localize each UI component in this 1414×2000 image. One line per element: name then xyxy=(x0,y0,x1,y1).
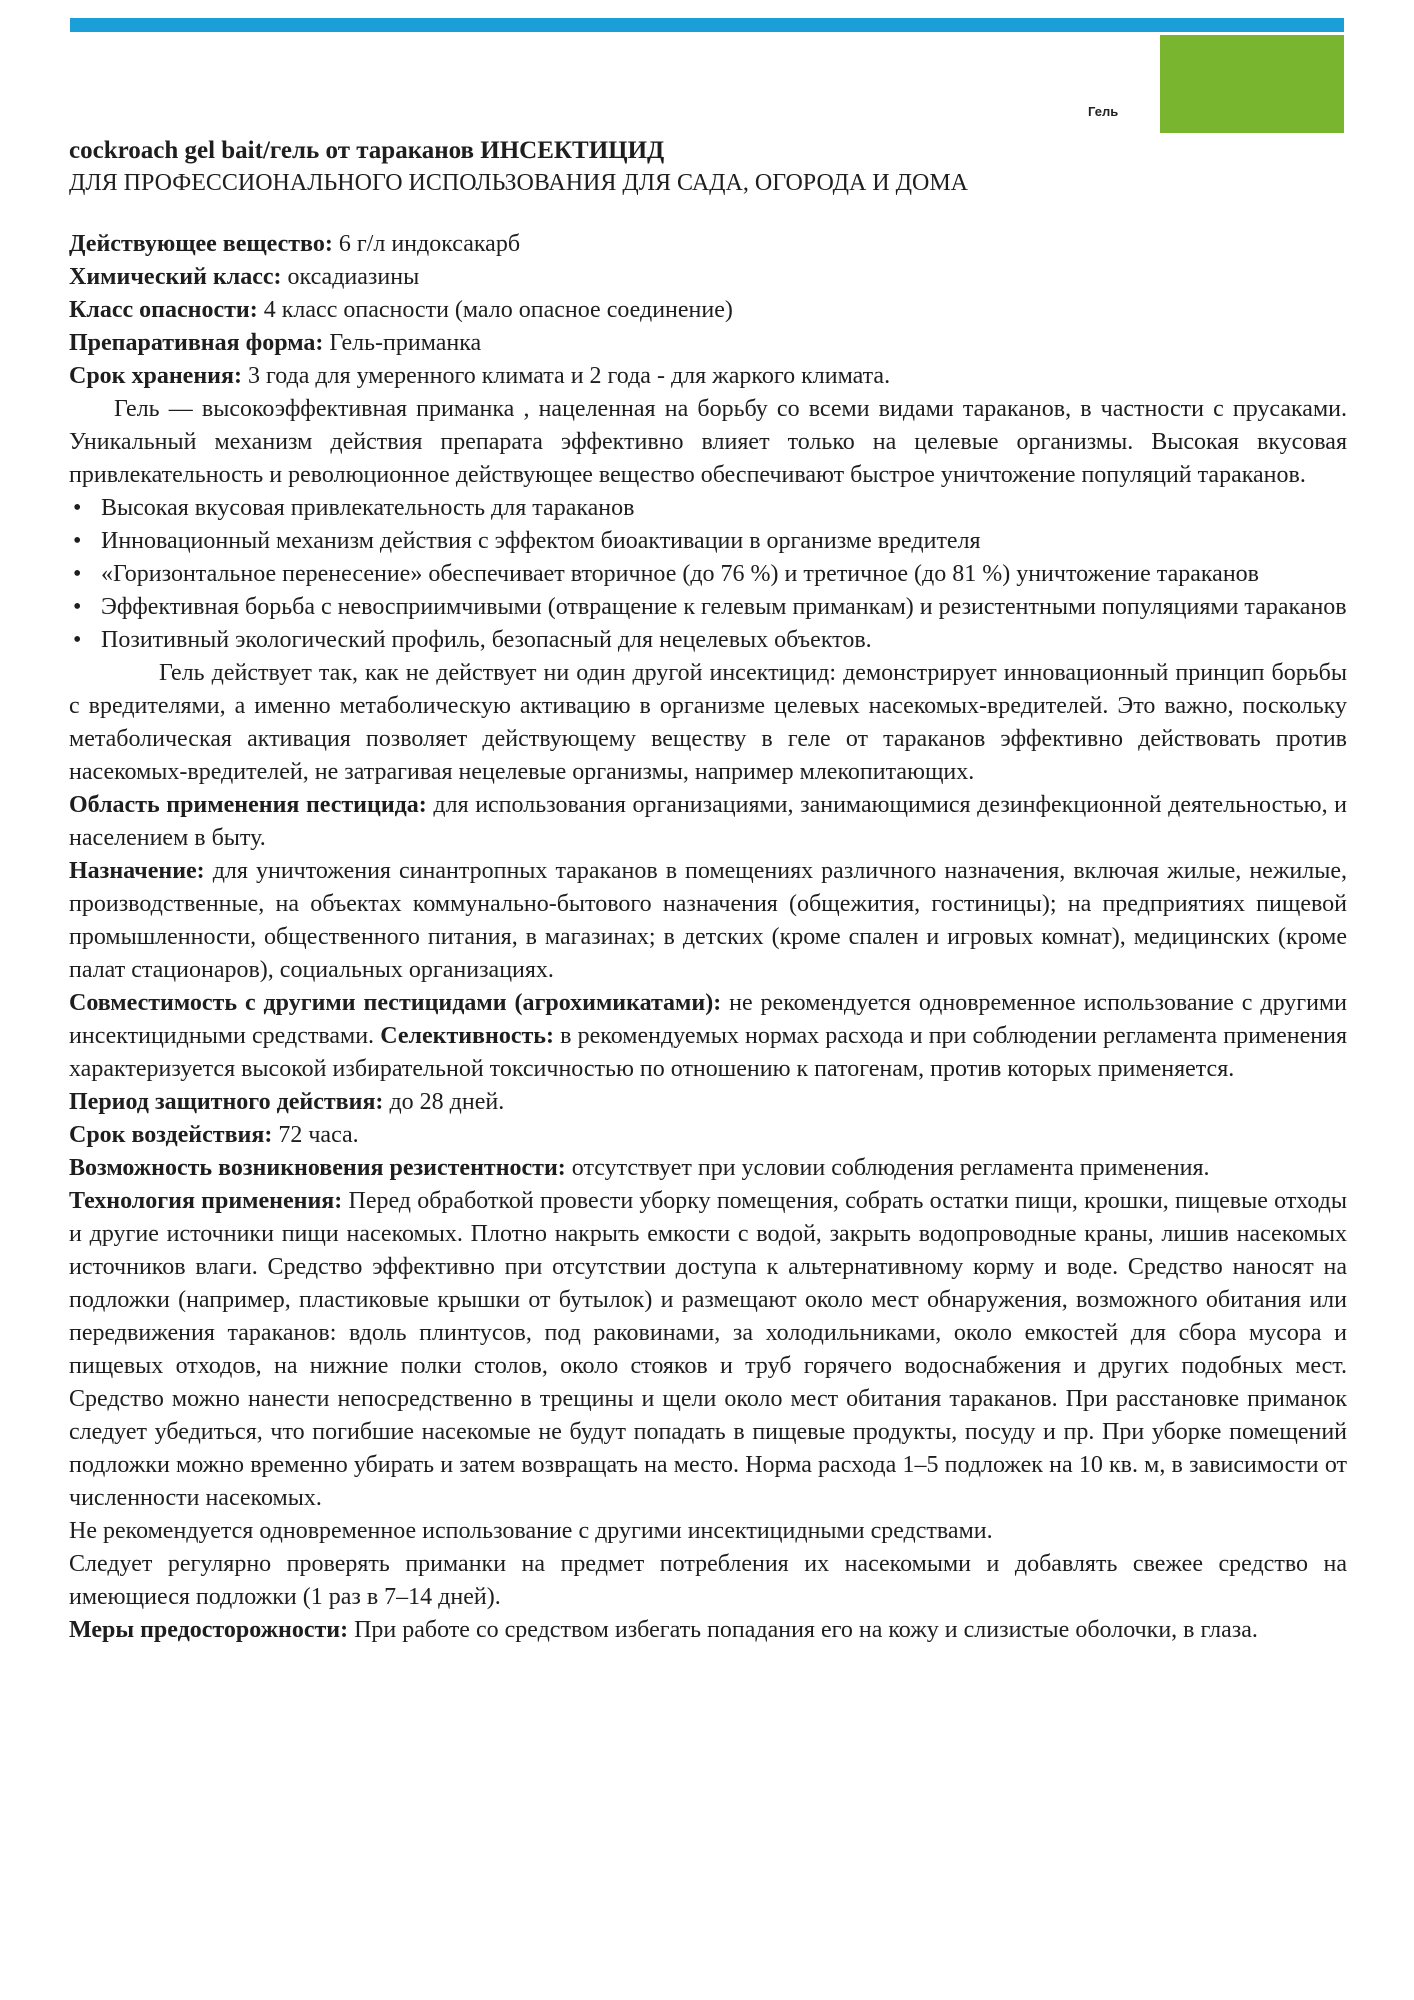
prop-active-substance: Действующее вещество: 6 г/л индоксакарб xyxy=(69,231,521,257)
section-purpose: Назначение: для уничтожения синантропных тараканов в помещениях различного назначения, включая жилые, нежилые, производственные, на объектах коммунально-бытового назначения (общежития, гостиницы); на предприятиях пищевой промышленности, общественного питания, в магазинах; в детских (кроме спален и игровых комнат), медицинских (кроме палат стационаров), социальных организациях. xyxy=(69,858,1347,983)
section-protection-period: Период защитного действия: до 28 дней. xyxy=(69,1089,505,1115)
prop-shelf-life: Срок хранения: 3 года для умеренного климата и 2 года - для жаркого климата. xyxy=(69,363,891,389)
list-item: • Позитивный экологический профиль, безопасный для нецелевых объектов. xyxy=(73,627,872,653)
prop-formulation: Препаративная форма: Гель-приманка xyxy=(69,330,482,356)
list-item: • Высокая вкусовая привлекательность для тараканов xyxy=(73,495,635,521)
section-technology: Технология применения: Перед обработкой провести уборку помещения, собрать остатки пищи, крошки, пищевые отходы и другие источники пищи насекомых. Плотно накрыть емкости с водой, закрыть водопроводные краны, лишив насекомых источников влаги. Средство эффективно при отсутствии доступа к альтернативному корму и воде. Средство наносят на подложки (например, пластиковые крышки от бутылок) и размещают около мест обнаружения, возможного обитания или передвижения тараканов: вдоль плинтусов, под раковинами, за холодильниками, около емкостей для сбора мусора и пищевых отходов, на нижние полки столов, около стояков и труб горячего водоснабжения и других подобных мест. Средство можно нанести непосредственно в трещины и щели около мест обитания тараканов. При расстановке приманок следует убедиться, что погибшие насекомые не будут попадать в пищевые продукты, посуду и пр. При уборке помещений подложки можно временно убирать и затем возвращать на место. Норма расхода 1–5 подложек на 10 кв. м, в зависимости от численности насекомых. xyxy=(69,1188,1347,1511)
section-compatibility: Совместимость с другими пестицидами (агрохимикатами): не рекомендуется одновременное использование с другими инсектицидными средствами. Селективность: в рекомендуемых нормах расхода и при соблюдении регламента применения характеризуется высокой избирательной токсичностью по отношению к патогенам, против которых применяется. xyxy=(69,990,1347,1082)
document-title: cockroach gel bait/гель от тараканов ИНСЕКТИЦИД xyxy=(69,137,665,164)
green-brand-block xyxy=(1160,35,1344,133)
note-inspection: Следует регулярно проверять приманки на предмет потребления их насекомыми и добавлять свежее средство на имеющиеся подложки (1 раз в 7–14 дней). xyxy=(69,1551,1347,1610)
section-area: Область применения пестицида: для использования организациями, занимающимися дезинфекционной деятельностью, и населением в быту. xyxy=(69,792,1348,851)
top-blue-bar xyxy=(70,18,1344,32)
section-resistance: Возможность возникновения резистентности: отсутствует при условии соблюдения регламента применения. xyxy=(69,1155,1210,1181)
gel-label: Гель xyxy=(1088,104,1119,119)
document-body xyxy=(69,134,1347,1647)
prop-hazard-class: Класс опасности: 4 класс опасности (мало опасное соединение) xyxy=(69,297,733,323)
list-item: • Инновационный механизм действия с эффектом биоактивации в организме вредителя xyxy=(73,528,981,554)
section-exposure-time: Срок воздействия: 72 часа. xyxy=(69,1122,359,1148)
intro-paragraph: Гель — высокоэффективная приманка , нацеленная на борьбу со всеми видами тараканов, в частности с прусаками. Уникальный механизм действия препарата эффективно влияет только на целевые организмы. Высокая вкусовая привлекательность и революционное действующее вещество обеспечивают быстрое уничтожение популяций тараканов. xyxy=(69,396,1347,488)
mechanism-paragraph: Гель действует так, как не действует ни один другой инсектицид: демонстрирует инновационный принцип борьбы с вредителями, а именно метаболическую активацию в организме целевых насекомых-вредителей. Это важно, поскольку метаболическая активация позволяет действующему веществу в геле от тараканов эффективно действовать против насекомых-вредителей, не затрагивая нецелевые организмы, например млекопитающих. xyxy=(69,660,1347,785)
note-compatibility: Не рекомендуется одновременное использование с другими инсектицидными средствами. xyxy=(69,1518,993,1544)
list-item: • «Горизонтальное перенесение» обеспечивает вторичное (до 76 %) и третичное (до 81 %) уничтожение тараканов xyxy=(73,561,1259,587)
section-precautions: Меры предосторожности: При работе со средством избегать попадания его на кожу и слизистые оболочки, в глаза. xyxy=(69,1617,1258,1643)
prop-chemical-class: Химический класс: оксадиазины xyxy=(69,264,420,290)
benefits-list xyxy=(69,492,1347,657)
list-item: • Эффективная борьба с невосприимчивыми (отвращение к гелевым приманкам) и резистентными популяциями тараканов xyxy=(73,594,1347,620)
document-subtitle: ДЛЯ ПРОФЕССИОНАЛЬНОГО ИСПОЛЬЗОВАНИЯ ДЛЯ САДА, ОГОРОДА И ДОМА xyxy=(69,170,968,196)
